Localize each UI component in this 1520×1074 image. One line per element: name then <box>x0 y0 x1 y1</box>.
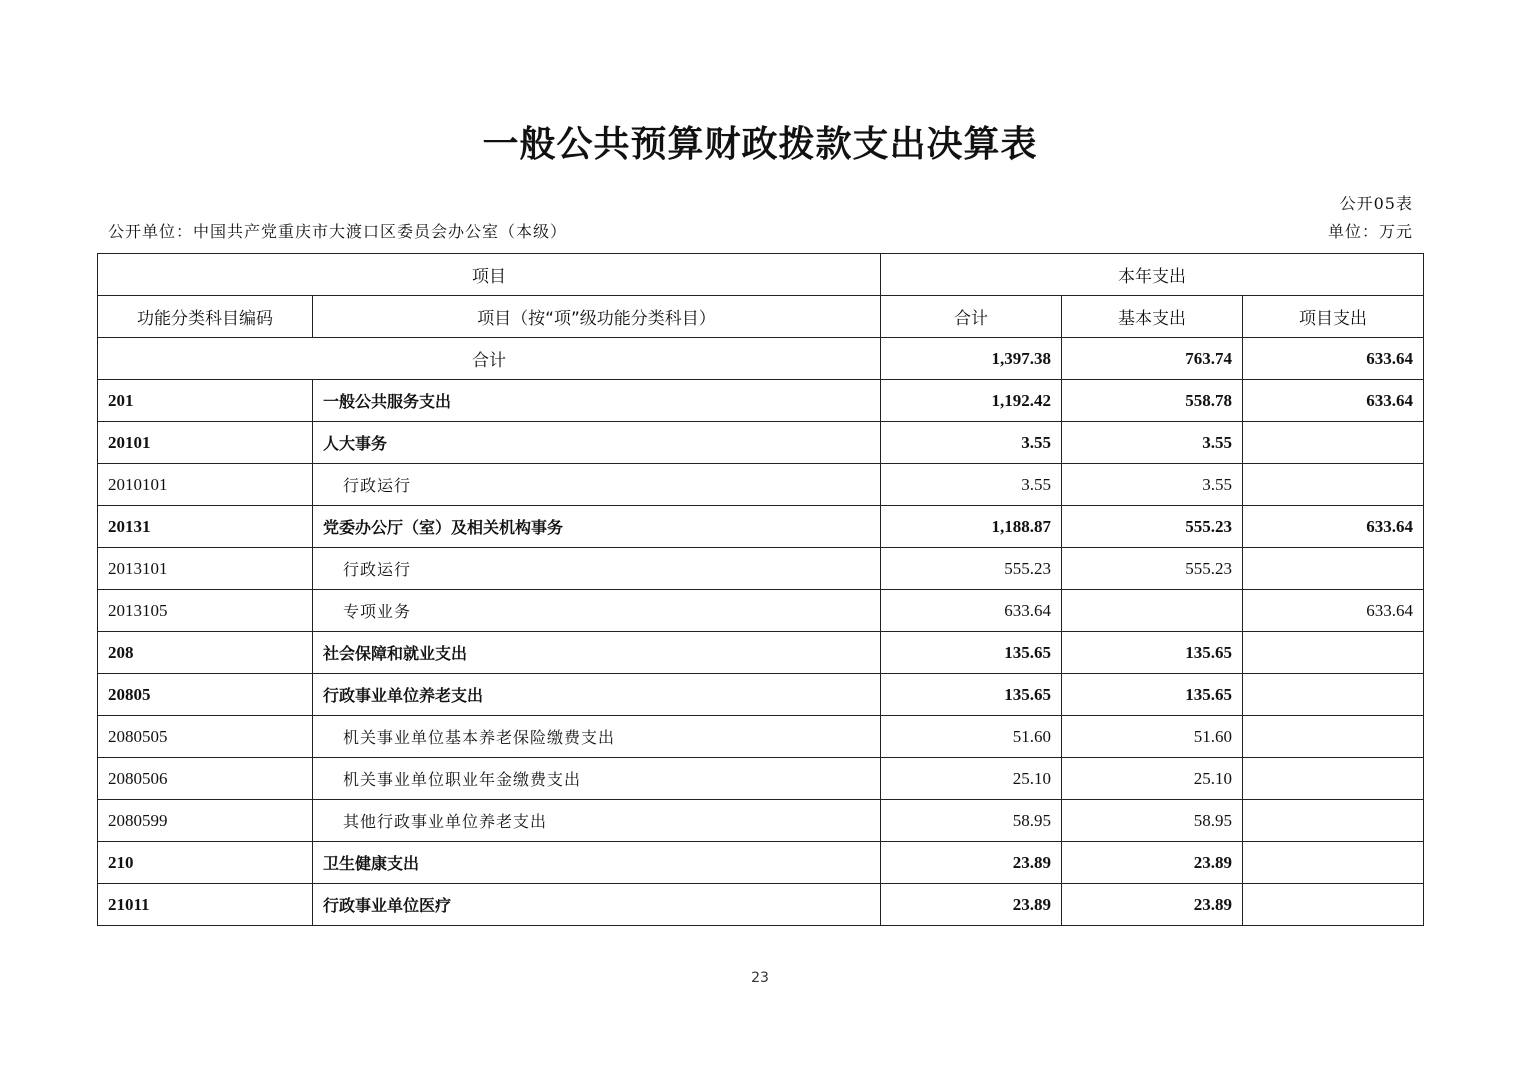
row-name: 一般公共服务支出 <box>313 380 881 422</box>
row-code: 2080506 <box>98 758 313 800</box>
row-total: 23.89 <box>881 842 1062 884</box>
row-total: 633.64 <box>881 590 1062 632</box>
row-project <box>1243 842 1424 884</box>
row-name: 社会保障和就业支出 <box>313 632 881 674</box>
row-total: 1,188.87 <box>881 506 1062 548</box>
header-basic: 基本支出 <box>1062 296 1243 338</box>
row-code: 2013105 <box>98 590 313 632</box>
table-row <box>98 842 1424 884</box>
table-row <box>98 716 1424 758</box>
row-name: 卫生健康支出 <box>313 842 881 884</box>
table-body <box>98 254 1424 926</box>
table-row <box>98 590 1424 632</box>
row-total: 555.23 <box>881 548 1062 590</box>
row-code: 201 <box>98 380 313 422</box>
row-total: 135.65 <box>881 674 1062 716</box>
table-row <box>98 632 1424 674</box>
document-title: 一般公共预算财政拨款支出决算表 <box>482 124 1038 165</box>
table-row <box>98 884 1424 926</box>
table-row <box>98 800 1424 842</box>
table-row <box>98 380 1424 422</box>
unit-label: 单位：万元 <box>1327 222 1413 241</box>
row-code: 2013101 <box>98 548 313 590</box>
header-row-2 <box>98 296 1424 338</box>
table-row <box>98 464 1424 506</box>
row-basic: 135.65 <box>1062 674 1243 716</box>
row-code: 20131 <box>98 506 313 548</box>
form-number: 公开05表 <box>1339 194 1413 213</box>
row-name: 机关事业单位职业年金缴费支出 <box>313 758 881 800</box>
table-row <box>98 506 1424 548</box>
row-name: 机关事业单位基本养老保险缴费支出 <box>313 716 881 758</box>
row-basic: 23.89 <box>1062 842 1243 884</box>
header-row-1 <box>98 254 1424 296</box>
row-basic: 3.55 <box>1062 422 1243 464</box>
row-total: 58.95 <box>881 800 1062 842</box>
header-total: 合计 <box>881 296 1062 338</box>
row-project <box>1243 674 1424 716</box>
row-basic: 23.89 <box>1062 884 1243 926</box>
total-row-basic: 763.74 <box>1062 338 1243 380</box>
row-code: 2080599 <box>98 800 313 842</box>
row-basic: 58.95 <box>1062 800 1243 842</box>
row-name: 行政事业单位养老支出 <box>313 674 881 716</box>
row-name: 其他行政事业单位养老支出 <box>313 800 881 842</box>
row-name: 专项业务 <box>313 590 881 632</box>
header-name: 项目（按“项”级功能分类科目） <box>313 296 881 338</box>
row-name: 行政事业单位医疗 <box>313 884 881 926</box>
header-project: 项目支出 <box>1243 296 1424 338</box>
row-project: 633.64 <box>1243 380 1424 422</box>
row-code: 2080505 <box>98 716 313 758</box>
row-project <box>1243 548 1424 590</box>
row-project: 633.64 <box>1243 590 1424 632</box>
header-code: 功能分类科目编码 <box>98 296 313 338</box>
row-basic: 558.78 <box>1062 380 1243 422</box>
row-project: 633.64 <box>1243 506 1424 548</box>
row-total: 135.65 <box>881 632 1062 674</box>
row-project <box>1243 716 1424 758</box>
table-row <box>98 674 1424 716</box>
row-name: 行政运行 <box>313 464 881 506</box>
row-code: 2010101 <box>98 464 313 506</box>
row-basic: 3.55 <box>1062 464 1243 506</box>
row-total: 23.89 <box>881 884 1062 926</box>
row-basic <box>1062 590 1243 632</box>
expenditure-table <box>97 253 1424 926</box>
header-items: 项目 <box>98 254 881 296</box>
header-current-year: 本年支出 <box>881 254 1424 296</box>
row-code: 208 <box>98 632 313 674</box>
row-total: 1,192.42 <box>881 380 1062 422</box>
row-total: 3.55 <box>881 422 1062 464</box>
row-code: 20101 <box>98 422 313 464</box>
total-row-total: 1,397.38 <box>881 338 1062 380</box>
row-name: 党委办公厅（室）及相关机构事务 <box>313 506 881 548</box>
table-row <box>98 758 1424 800</box>
row-code: 20805 <box>98 674 313 716</box>
row-project <box>1243 884 1424 926</box>
row-project <box>1243 422 1424 464</box>
table-row <box>98 548 1424 590</box>
row-basic: 555.23 <box>1062 506 1243 548</box>
row-basic: 51.60 <box>1062 716 1243 758</box>
total-row-project: 633.64 <box>1243 338 1424 380</box>
row-code: 210 <box>98 842 313 884</box>
row-basic: 25.10 <box>1062 758 1243 800</box>
table-row <box>98 422 1424 464</box>
organization-label: 公开单位：中国共产党重庆市大渡口区委员会办公室（本级） <box>108 222 568 241</box>
row-total: 51.60 <box>881 716 1062 758</box>
row-project <box>1243 632 1424 674</box>
row-total: 3.55 <box>881 464 1062 506</box>
row-basic: 555.23 <box>1062 548 1243 590</box>
row-name: 人大事务 <box>313 422 881 464</box>
row-total: 25.10 <box>881 758 1062 800</box>
row-basic: 135.65 <box>1062 632 1243 674</box>
row-project <box>1243 800 1424 842</box>
row-code: 21011 <box>98 884 313 926</box>
total-row-label: 合计 <box>98 338 881 380</box>
page-number: 23 <box>751 970 769 986</box>
row-name: 行政运行 <box>313 548 881 590</box>
total-row <box>98 338 1424 380</box>
row-project <box>1243 758 1424 800</box>
row-project <box>1243 464 1424 506</box>
